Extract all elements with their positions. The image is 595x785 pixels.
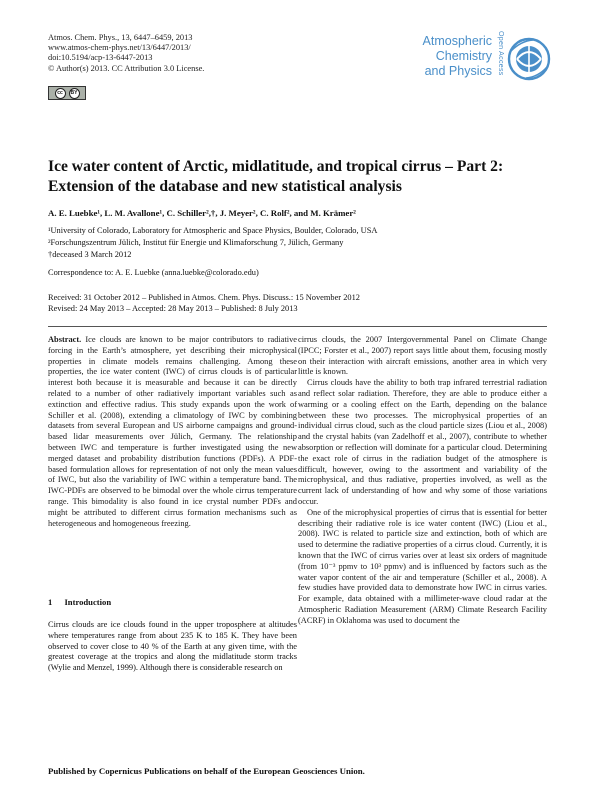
egu-logo-icon xyxy=(507,37,551,81)
article-url[interactable]: www.atmos-chem-phys.net/13/6447/2013/ xyxy=(48,43,191,53)
paragraph: Cirrus clouds have the ability to both trap infrared terrestrial radiation and reflect solar radiation. Therefore, they are able to produce either a warming or a cooling effect on the Earth, depending on the balance between these two processes. The microphysical properties of an individual cirrus cloud, such as the cloud particle sizes (Liou et al., 2008) and the crystal habits (van Zadelhoff et al., 2007), contribute to whether absorption or reflection will dominate for a particular cloud. Determining the exact role of cirrus in the radiation budget of the atmosphere is difficult, however, owing to the assortment and variability of the microphysical, and thus radiative, properties involved, as well as the current lack of understanding of how and why some of those variations occur. xyxy=(298,378,547,506)
section-heading xyxy=(48,597,111,607)
intro-paragraph: Cirrus clouds are ice clouds found in the upper troposphere at altitudes where temperatures range from about 235 K to 185 K. They have been observed to cover close to 40 % of the Earth at any given time, with the greatest coverage at the tropics and along the midlatitude storm tracks (Wylie and Menzel, 1999). Although there is considerable research on xyxy=(48,620,297,673)
section-title: Introduction xyxy=(64,597,112,607)
citation-block xyxy=(48,33,204,74)
revised-date: Revised: 24 May 2013 – Accepted: 28 May 2013 – Published: 8 July 2013 xyxy=(48,304,298,314)
by-icon: BY xyxy=(69,88,80,99)
affiliation-1: ¹University of Colorado, Laboratory for Atmospheric and Space Physics, Boulder, Colorado, USA xyxy=(48,226,378,235)
header-divider xyxy=(48,326,547,327)
affiliations xyxy=(48,225,377,262)
correspondence: Correspondence to: A. E. Luebke (anna.luebke@colorado.edu) xyxy=(48,268,259,277)
abstract-text: Ice clouds are known to be major contributors to radiative forcing in the Earth’s atmosphere, yet describing their microphysical properties in climate models remains challenging. Among these properties, the ice water content (IWC) of cirrus clouds is of particular interest both because it is measurable and because it can be directly related to a number of other radiatively important variables such as extinction and effective radius. This study expands upon the work of Schiller et al. (2008), extending a climatology of IWC by combining datasets from several European and US airborne campaigns and ground-based lidar measurements over Jülich, Germany. The relationship between IWC and temperature is further investigated using the new merged dataset and probability distribution functions (PDFs). A PDF-based formulation allows for representation of not only the mean values of IWC, but also the variability of IWC within a temperature band. The IWC-PDFs are observed to be bimodal over the whole cirrus temperature range. This bimodality is also found in ice crystal number PDFs and might be attributed to different cirrus formation mechanisms such as heterogeneous and homogeneous freezing. xyxy=(48,335,297,528)
doi: doi:10.5194/acp-13-6447-2013 xyxy=(48,53,153,63)
affiliation-2: ²Forschungszentrum Jülich, Institut für Energie und Klimaforschung 7, Jülich, Germany xyxy=(48,238,344,248)
author-list: A. E. Luebke¹, L. M. Avallone¹, C. Schiller²,†, J. Meyer², C. Rolf², and M. Krämer² xyxy=(48,208,356,218)
paragraph: One of the microphysical properties of cirrus that is essential for better describing their radiative role is ice water content (IWC) (Liou et al., 2008). IWC is related to particle size and extinction, both of which are used to determine the radiative properties of a cirrus cloud. Currently, it is known that the IWC of cirrus varies over at least six orders of magnitude (from 10⁻³ ppmv to 10³ ppmv) and is influenced by factors such as the water vapor content of the air and temperature (Schiller et al., 2008). A few studies have provided data to demonstrate how IWC in cirrus varies. For example, data obtained with a millimeter-wave cloud radar at the Atmospheric Radiation Measurement (ARM) Climate Research Facility (ACRF) in Oklahoma was used to document the xyxy=(298,507,547,625)
cc-by-license-badge[interactable] xyxy=(48,86,86,100)
affiliation-3: †deceased 3 March 2012 xyxy=(48,250,132,260)
publication-dates xyxy=(48,292,360,315)
journal-name-line-3: and Physics xyxy=(424,64,492,78)
journal-citation: Atmos. Chem. Phys., 13, 6447–6459, 2013 xyxy=(48,33,193,42)
right-column xyxy=(298,335,547,627)
abstract xyxy=(48,335,297,529)
copyright-notice: © Author(s) 2013. CC Attribution 3.0 License. xyxy=(48,63,205,73)
received-date: Received: 31 October 2012 – Published in Atmos. Chem. Phys. Discuss.: 15 November 2012 xyxy=(48,293,360,302)
journal-name xyxy=(423,34,492,79)
section-number: 1 xyxy=(48,597,53,607)
open-access-label: Open Access xyxy=(497,31,504,76)
paper-title: Ice water content of Arctic, midlatitude, and tropical cirrus – Part 2: Extension of the database and new statistical analysis xyxy=(48,158,504,195)
cc-icon: cc xyxy=(55,88,66,99)
publisher-footer: Published by Copernicus Publications on behalf of the European Geosciences Union. xyxy=(48,766,365,776)
introduction-text xyxy=(48,620,297,674)
journal-name-line-2: Chemistry xyxy=(435,49,492,63)
abstract-label: Abstract. xyxy=(48,335,82,344)
paragraph: cirrus clouds, the 2007 Intergovernmental Panel on Climate Change (IPCC; Forster et al., 2007) report says little about them, focusing mostly on their interaction with aircraft emissions, another area in which very little is known. xyxy=(298,335,547,377)
journal-name-line-1: Atmospheric xyxy=(422,34,492,48)
